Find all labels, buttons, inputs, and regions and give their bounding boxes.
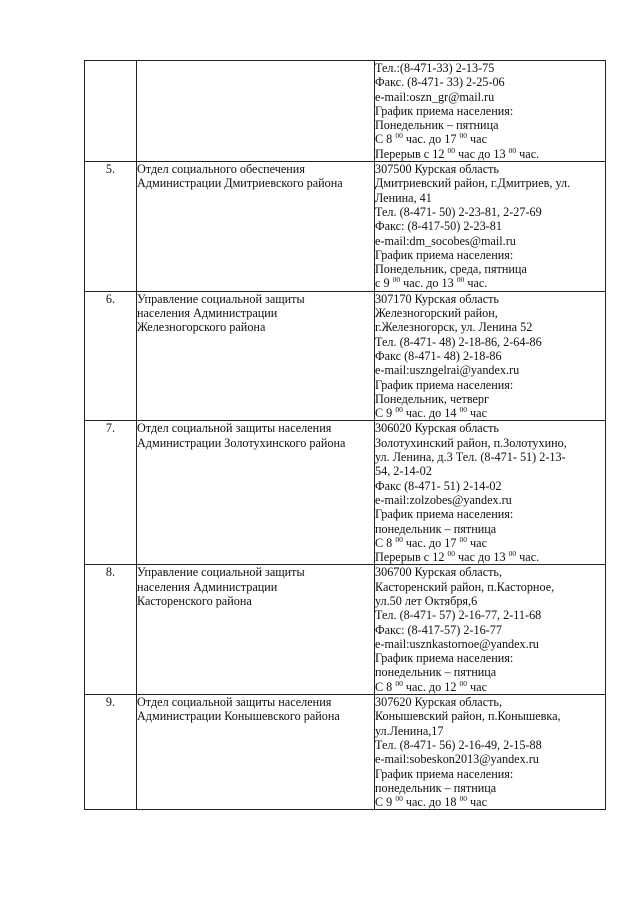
contact-text: График приема населения: <box>375 507 514 522</box>
row-number <box>85 61 137 162</box>
row-number: 8. <box>85 565 137 695</box>
contact-text: С 9 <box>375 795 396 810</box>
superscript-minutes: 00 <box>395 794 403 804</box>
superscript-minutes: 00 <box>459 678 467 688</box>
contact-line <box>375 262 605 276</box>
contact-text: График приема населения: <box>375 377 514 392</box>
contact-text: час <box>467 795 487 810</box>
contact-text: С 8 <box>375 132 396 147</box>
contact-text: Понедельник, четверг <box>375 391 490 406</box>
contact-line <box>375 406 605 420</box>
contact-text: г.Железногорск, ул. Ленина 52 <box>375 320 533 335</box>
contact-text: час. до 14 <box>402 406 460 421</box>
contact-line <box>375 162 605 176</box>
superscript-minutes: 00 <box>392 275 401 285</box>
office-name-cell <box>137 421 375 565</box>
superscript-minutes: 00 <box>447 549 455 559</box>
contact-text: 307170 Курская область <box>375 291 499 306</box>
contact-line <box>375 507 605 521</box>
contact-text: час <box>467 132 487 147</box>
contact-text: e-mail:zolzobes@yandex.ru <box>375 492 512 507</box>
contact-line <box>375 580 605 594</box>
contact-info-cell <box>375 695 606 810</box>
office-name-line: Администрации Конышевского района <box>137 709 340 724</box>
superscript-minutes: 00 <box>459 405 467 415</box>
contact-line <box>375 436 605 450</box>
table-row <box>85 291 606 421</box>
superscript-minutes: 00 <box>459 131 467 141</box>
contact-text: 54, 2-14-02 <box>375 464 432 479</box>
superscript-minutes: 00 <box>508 145 517 155</box>
table-row <box>85 695 606 810</box>
contact-text: График приема населения: <box>375 103 514 118</box>
superscript-minutes: 00 <box>395 131 403 141</box>
contact-line <box>375 205 605 219</box>
office-name-line: Управление социальной защиты <box>137 565 305 580</box>
contact-line <box>375 176 605 190</box>
contact-line <box>375 623 605 637</box>
contact-info-cell <box>375 565 606 695</box>
contact-text: График приема населения: <box>375 651 514 666</box>
contact-info-cell <box>375 421 606 565</box>
superscript-minutes: 00 <box>447 145 455 155</box>
contact-text: e-mail:uszngelrai@yandex.ru <box>375 363 520 378</box>
row-number: 9. <box>85 695 137 810</box>
offices-table <box>84 60 606 810</box>
contact-line <box>375 392 605 406</box>
contact-line <box>375 608 605 622</box>
contact-text: Касторенский район, п.Касторное, <box>375 579 555 594</box>
contact-line <box>375 536 605 550</box>
office-name-line: Касторенского района <box>137 593 252 608</box>
contact-text: Дмитриевский район, г.Дмитриев, ул. <box>375 176 571 191</box>
contact-line <box>375 90 605 104</box>
contact-line <box>375 349 605 363</box>
contact-info-cell <box>375 162 606 292</box>
table-row <box>85 162 606 292</box>
contact-text: Факс (8-471- 48) 2-18-86 <box>375 348 502 363</box>
contact-line <box>375 363 605 377</box>
contact-text: понедельник – пятница <box>375 780 497 795</box>
contact-line <box>375 306 605 320</box>
contact-line <box>375 724 605 738</box>
contact-text: час <box>467 679 487 694</box>
offices-table-body <box>85 61 606 810</box>
contact-text: Тел. (8-471- 48) 2-18-86, 2-64-86 <box>375 334 542 349</box>
office-name-line: Отдел социальной защиты населения <box>137 695 332 710</box>
contact-line <box>375 550 605 564</box>
contact-text: час. до 17 <box>402 535 460 550</box>
office-name-cell <box>137 291 375 421</box>
contact-line <box>375 738 605 752</box>
contact-text: График приема населения: <box>375 766 514 781</box>
office-name-cell <box>137 61 375 162</box>
contact-line <box>375 637 605 651</box>
contact-text: час. <box>464 276 488 291</box>
contact-line <box>375 795 605 809</box>
contact-text: Конышевский район, п.Конышевка, <box>375 709 561 724</box>
superscript-minutes: 00 <box>456 275 465 285</box>
contact-line <box>375 651 605 665</box>
table-row <box>85 421 606 565</box>
contact-text: понедельник – пятница <box>375 521 497 536</box>
contact-line <box>375 464 605 478</box>
row-number: 6. <box>85 291 137 421</box>
office-name-line: Управление социальной защиты <box>137 291 305 306</box>
contact-line <box>375 479 605 493</box>
contact-line <box>375 781 605 795</box>
office-name-cell <box>137 162 375 292</box>
contact-text: Тел. (8-471- 57) 2-16-77, 2-11-68 <box>375 608 542 623</box>
contact-line <box>375 752 605 766</box>
office-name-line: Отдел социальной защиты населения <box>137 421 332 436</box>
contact-text: час. <box>516 146 540 161</box>
superscript-minutes: 00 <box>459 534 467 544</box>
office-name-line: Отдел социального обеспечения <box>137 162 305 177</box>
row-number: 5. <box>85 162 137 292</box>
contact-info-cell <box>375 291 606 421</box>
contact-text: Факс (8-471- 51) 2-14-02 <box>375 478 502 493</box>
office-name-cell <box>137 565 375 695</box>
table-row <box>85 565 606 695</box>
office-name-line: населения Администрации <box>137 579 278 594</box>
contact-text: Ленина, 41 <box>375 190 432 205</box>
contact-line <box>375 594 605 608</box>
contact-text: Тел. (8-471- 50) 2-23-81, 2-27-69 <box>375 204 542 219</box>
contact-text: Тел. (8-471- 56) 2-16-49, 2-15-88 <box>375 737 542 752</box>
contact-line <box>375 680 605 694</box>
contact-text: Железногорский район, <box>375 306 498 321</box>
contact-text: час <box>467 406 487 421</box>
contact-line <box>375 421 605 435</box>
office-name-line: Администрации Дмитриевского района <box>137 176 343 191</box>
contact-text: час. до 17 <box>402 132 460 147</box>
contact-line <box>375 75 605 89</box>
superscript-minutes: 00 <box>395 405 403 415</box>
superscript-minutes: 00 <box>395 534 403 544</box>
contact-text: С 9 <box>375 406 396 421</box>
contact-text: Факс. (8-471- 33) 2-25-06 <box>375 75 505 90</box>
contact-text: e-mail:usznkastornoe@yandex.ru <box>375 636 539 651</box>
contact-text: 307500 Курская область <box>375 162 499 177</box>
contact-line <box>375 147 605 161</box>
contact-line <box>375 320 605 334</box>
contact-text: час. до 12 <box>402 679 460 694</box>
contact-line <box>375 450 605 464</box>
contact-text: С 8 <box>375 679 396 694</box>
contact-line <box>375 276 605 290</box>
contact-text: ул. Ленина, д.3 Тел. (8-471- 51) 2-13- <box>375 450 566 465</box>
contact-line <box>375 191 605 205</box>
contact-text: час <box>467 535 487 550</box>
contact-line <box>375 665 605 679</box>
contact-line <box>375 248 605 262</box>
contact-text: Понедельник, среда, пятница <box>375 262 527 277</box>
contact-line <box>375 767 605 781</box>
table-row <box>85 61 606 162</box>
contact-text: час. до 18 <box>402 795 460 810</box>
superscript-minutes: 00 <box>395 678 403 688</box>
contact-text: 307620 Курская область, <box>375 695 503 710</box>
contact-line <box>375 118 605 132</box>
contact-line <box>375 522 605 536</box>
contact-text: час. до 13 <box>400 276 457 291</box>
contact-line <box>375 565 605 579</box>
contact-text: Понедельник – пятница <box>375 118 499 133</box>
contact-text: 306020 Курская область <box>375 421 499 436</box>
contact-text: Тел.:(8-471-33) 2-13-75 <box>375 61 495 75</box>
contact-line <box>375 61 605 75</box>
contact-info-cell <box>375 61 606 162</box>
contact-text: e-mail:sobeskon2013@yandex.ru <box>375 752 539 767</box>
contact-line <box>375 292 605 306</box>
contact-text: e-mail:oszn_gr@mail.ru <box>375 89 495 104</box>
office-name-cell <box>137 695 375 810</box>
contact-text: С 8 <box>375 535 396 550</box>
contact-text: График приема населения: <box>375 247 514 262</box>
office-name-line: населения Администрации <box>137 306 278 321</box>
contact-line <box>375 709 605 723</box>
office-name-line: Железногорского района <box>137 320 266 335</box>
contact-text: Золотухинский район, п.Золотухино, <box>375 435 567 450</box>
contact-text: 306700 Курская область, <box>375 565 503 580</box>
contact-text: ул.Ленина,17 <box>375 723 444 738</box>
superscript-minutes: 00 <box>459 794 467 804</box>
contact-text: час до 13 <box>455 550 509 565</box>
contact-line <box>375 378 605 392</box>
contact-text: ул.50 лет Октября,6 <box>375 593 478 608</box>
contact-text: Перерыв с 12 <box>375 550 448 565</box>
row-number: 7. <box>85 421 137 565</box>
superscript-minutes: 00 <box>508 549 517 559</box>
contact-line <box>375 493 605 507</box>
contact-text: час. <box>516 550 540 565</box>
contact-line <box>375 104 605 118</box>
contact-line <box>375 335 605 349</box>
contact-text: час до 13 <box>455 146 509 161</box>
contact-line <box>375 695 605 709</box>
office-name-line: Администрации Золотухинского района <box>137 435 346 450</box>
contact-text: e-mail:dm_socobes@mail.ru <box>375 233 516 248</box>
contact-text: Факс: (8-417-57) 2-16-77 <box>375 622 502 637</box>
contact-text: с 9 <box>375 276 393 291</box>
contact-text: Перерыв с 12 <box>375 146 448 161</box>
contact-text: понедельник – пятница <box>375 665 497 680</box>
contact-line <box>375 132 605 146</box>
contact-line <box>375 219 605 233</box>
contact-text: Факс: (8-417-50) 2-23-81 <box>375 219 502 234</box>
contact-line <box>375 234 605 248</box>
